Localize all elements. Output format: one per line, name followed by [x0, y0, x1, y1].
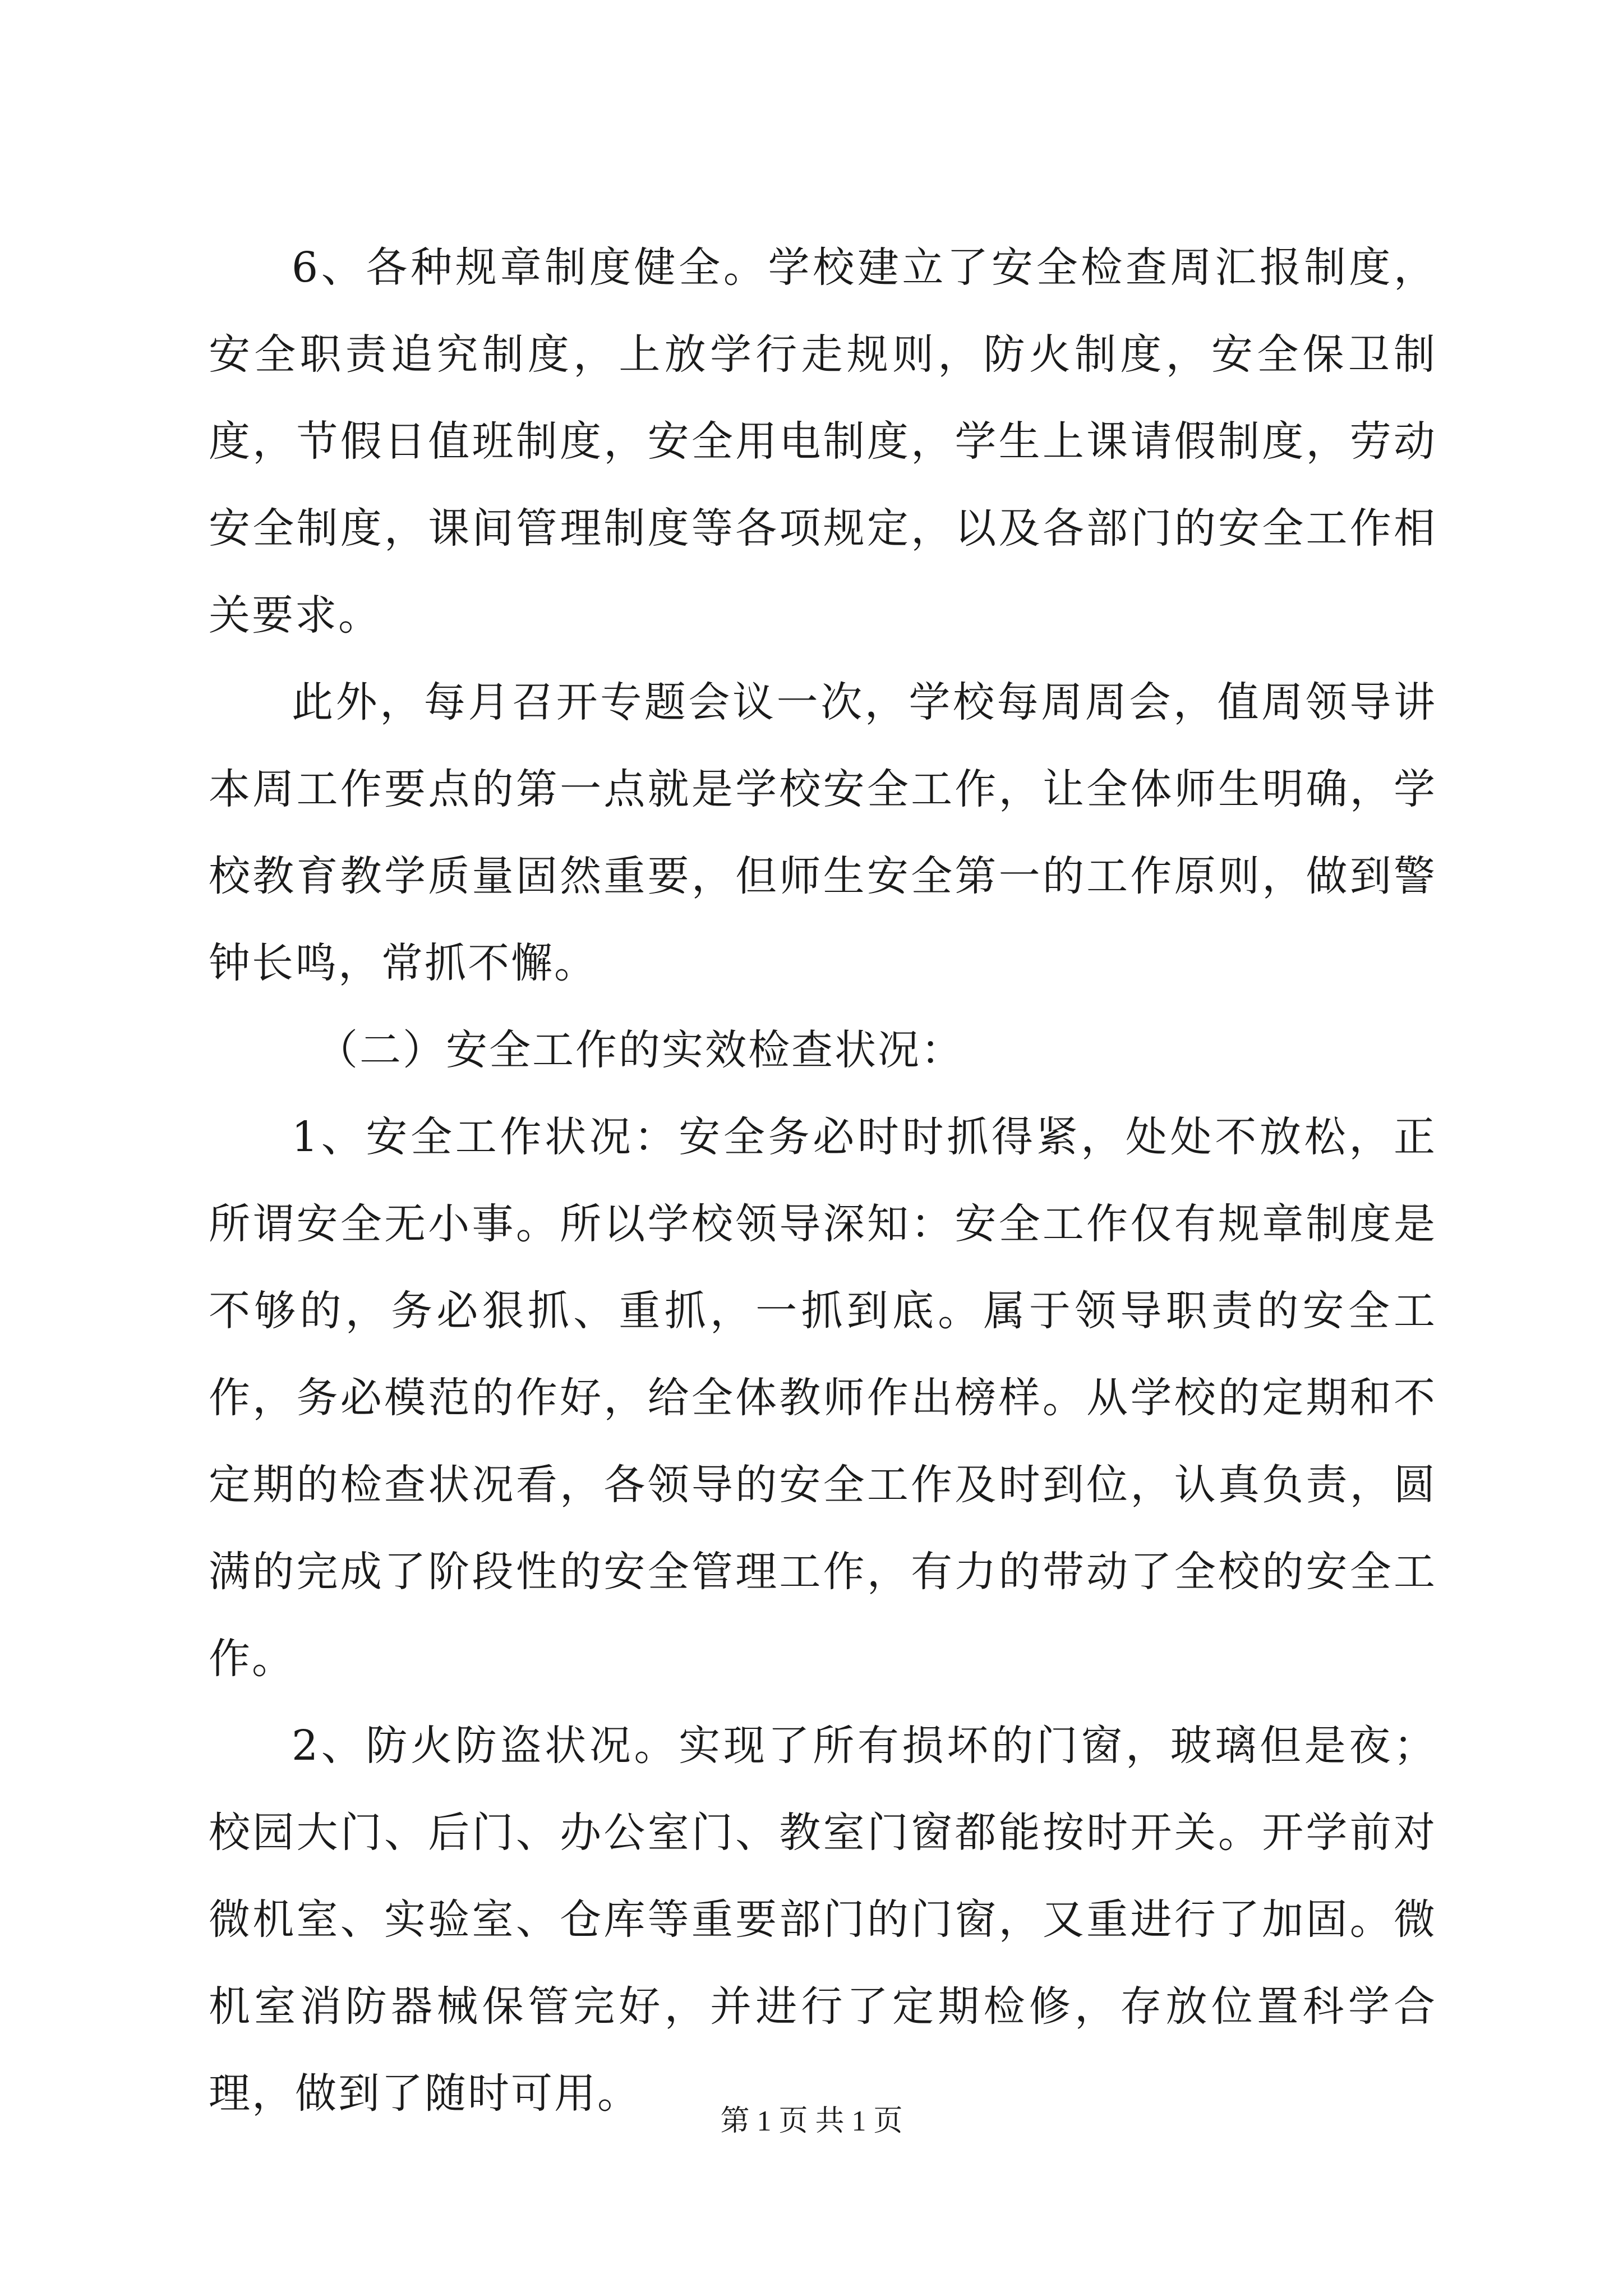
- paragraph-fire-theft: 2、防火防盗状况。实现了所有损坏的门窗，玻璃但是夜；校园大门、后门、办公室门、教室门窗都能按时开关。开学前对微机室、实验室、仓库等重要部门的门窗，又重进行了加固。微机室消防器械保管完好，并进行了定期检修，存放位置科学合理，做到了随时可用。: [209, 1722, 1437, 2118]
- paragraph-meetings: 此外，每月召开专题会议一次，学校每周周会，值周领导讲本周工作要点的第一点就是学校安全工作，让全体师生明确，学校教育教学质量固然重要，但师生安全第一的工作原则，做到警钟长鸣，常抓不懈。: [209, 678, 1437, 987]
- paragraph-safety-status: 1、安全工作状况：安全务必时时抓得紧，处处不放松，正所谓安全无小事。所以学校领导深知：安全工作仅有规章制度是不够的，务必狠抓、重抓，一抓到底。属于领导职责的安全工作，务必模范的作好，给全体教师作出榜样。从学校的定期和不定期的检查状况看，各领导的安全工作及时到位，认真负责，圆满的完成了阶段性的安全管理工作，有力的带动了全校的安全工作。: [209, 1113, 1437, 1683]
- paragraph-regulations: 6、各种规章制度健全。学校建立了安全检查周汇报制度，安全职责追究制度，上放学行走规则，防火制度，安全保卫制度，节假日值班制度，安全用电制度，学生上课请假制度，劳动安全制度，课间管理制度等各项规定，以及各部门的安全工作相关要求。: [209, 243, 1437, 639]
- document-body: [209, 224, 1437, 2137]
- section-heading-inspection: （二）安全工作的实效检查状况：: [316, 1026, 964, 1074]
- page-number-footer: 第 1 页 共 1 页: [720, 2105, 903, 2137]
